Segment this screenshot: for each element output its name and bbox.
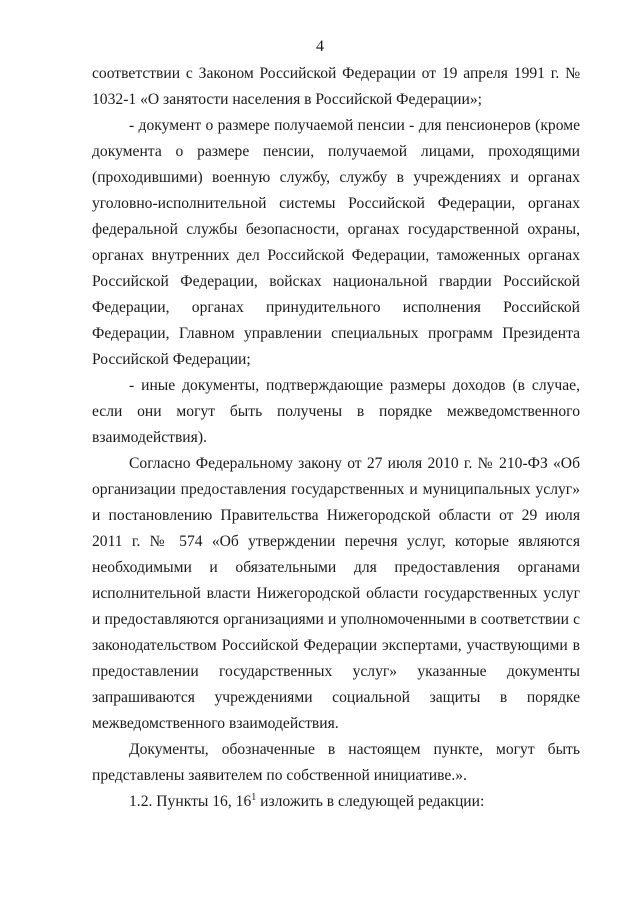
paragraph-pension-document: - документ о размере получаемой пенсии - для пенсионеров (кроме документа о размере пенсии, получаемой лицами, проходящими (проходившими) военную службу, службу в учреждениях и органах уголовно-исполнительной системы Российской Федерации, органах федеральной службы безопасности, органах государственной охраны, органах внутренних дел Российской Федерации, таможенных органах Российской Федерации, войсках национальной гвардии Российской Федерации, органах принудительного исполнения Российской Федерации, Главном управлении специальных программ Президента Российской Федерации; <box>92 117 580 368</box>
amendment-item-text-start: 1.2. Пункты 16, 16 <box>129 793 252 810</box>
document-body <box>92 61 580 815</box>
amendment-item-text-end: изложить в следующей редакции: <box>256 793 485 810</box>
paragraph-continuation: соответствии с Законом Российской Федерации от 19 апреля 1991 г. № 1032-1 «О занятости населения в Российской Федерации»; <box>92 65 580 108</box>
paragraph-own-initiative: Документы, обозначенные в настоящем пункте, могут быть представлены заявителем по собственной инициативе.». <box>92 741 580 784</box>
page-number: 4 <box>316 38 324 55</box>
paragraph-other-income-documents: - иные документы, подтверждающие размеры доходов (в случае, если они могут быть получены в порядке межведомственного взаимодействия). <box>92 377 580 446</box>
paragraph-federal-law-reference: Согласно Федеральному закону от 27 июля 2010 г. № 210-ФЗ «Об организации предоставления государственных и муниципальных услуг» и постановлению Правительства Нижегородской области от 29 июля 2011 г. № 574 «Об утверждении перечня услуг, которые являются необходимыми и обязательными для предоставления органами исполнительной власти Нижегородской области государственных услуг и предоставляются организациями и уполномоченными в соответствии с законодательством Российской Федерации экспертами, участвующими в предоставлении государственных услуг» указанные документы запрашиваются учреждениями социальной защиты в порядке межведомственного взаимодействия. <box>92 455 580 732</box>
superscript-index: 1 <box>251 792 257 803</box>
paragraph-amendment-item <box>92 789 580 815</box>
